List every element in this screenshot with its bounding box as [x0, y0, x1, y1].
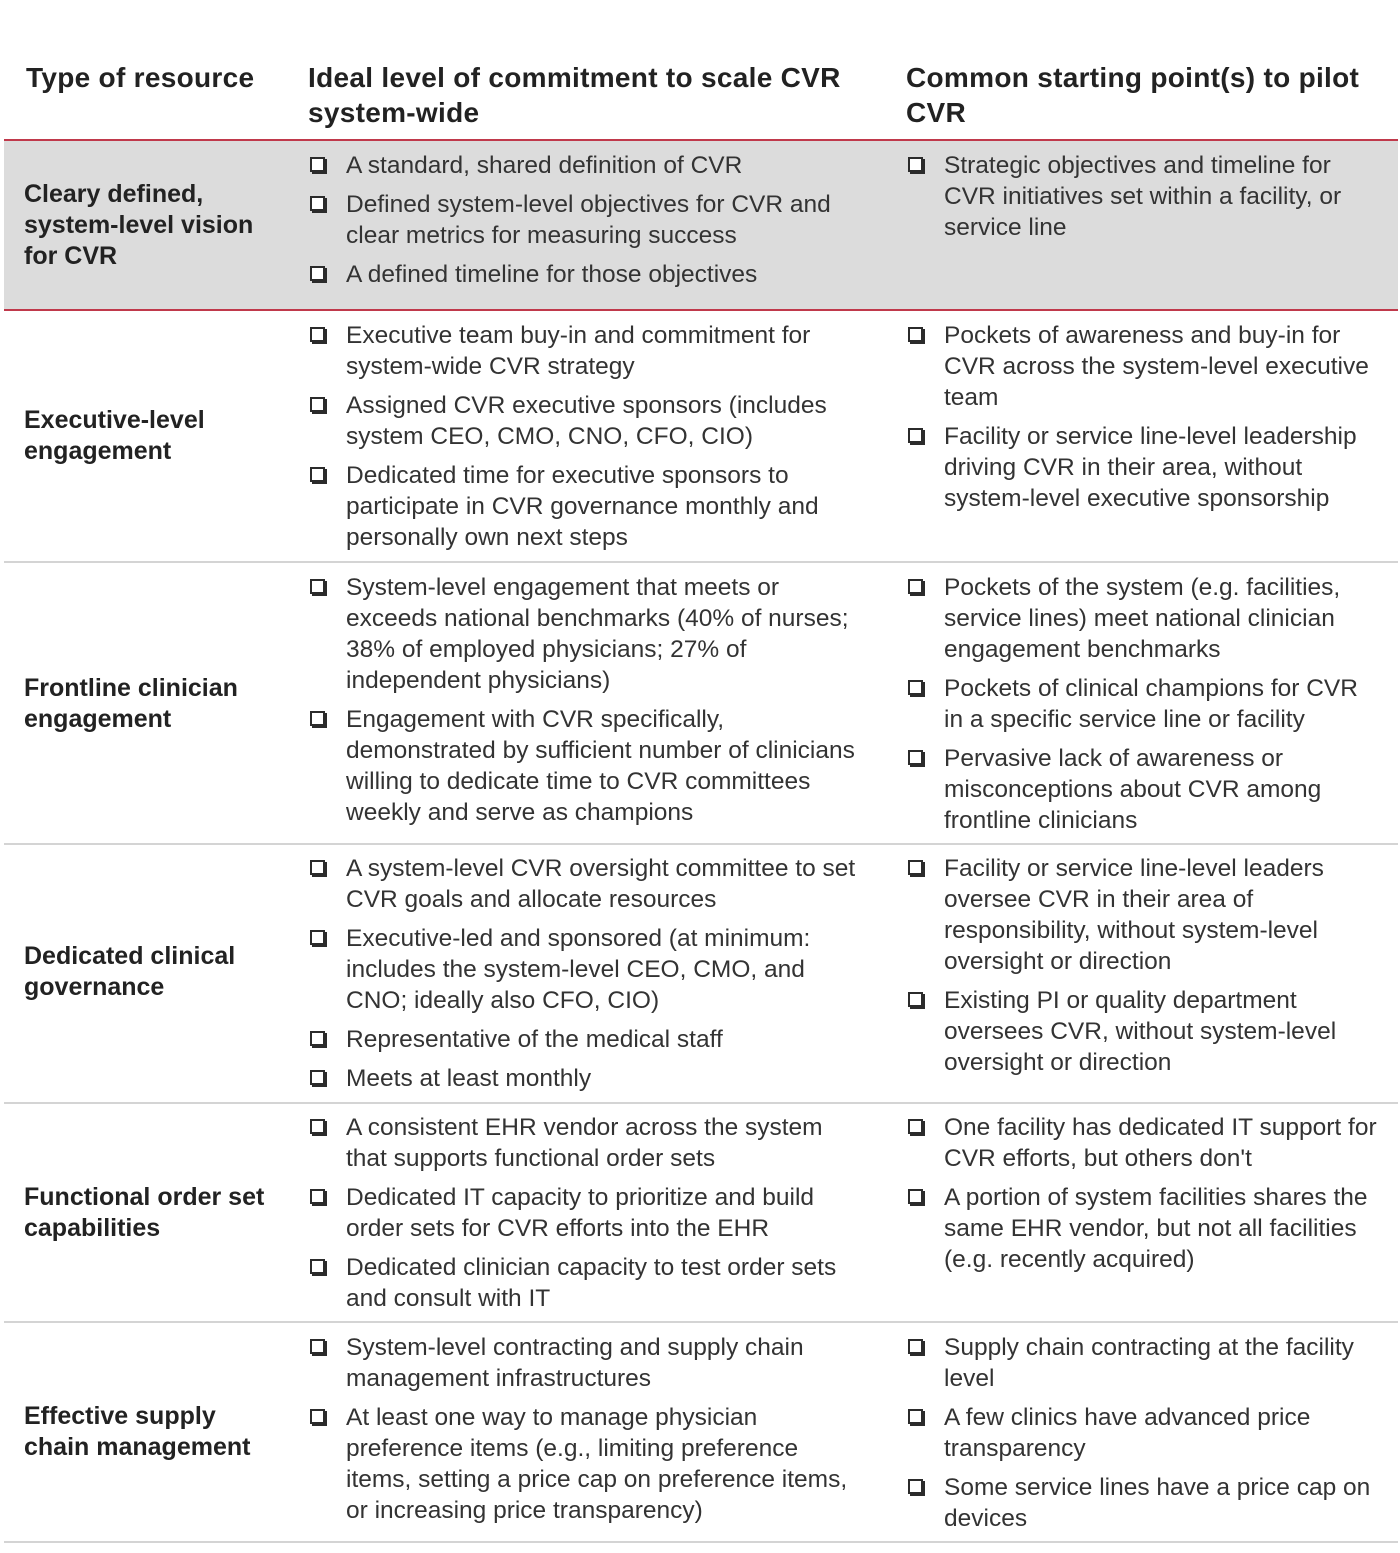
list-item [906, 572, 1382, 665]
checkbox-icon [908, 992, 923, 1007]
list-item-text: Some service lines have a price cap on devices [944, 1474, 1371, 1532]
list-item [308, 572, 868, 696]
table-row [4, 845, 1398, 1101]
list-item [906, 1472, 1382, 1534]
list-item-text: Supply chain contracting at the facility level [944, 1334, 1354, 1392]
list-item [308, 189, 868, 251]
list-item-text: Pockets of the system (e.g. facilities, service lines) meet national clinician engagement benchmarks [944, 574, 1341, 663]
checkbox-icon [310, 1259, 325, 1274]
list-item [308, 1252, 868, 1314]
list-item [308, 704, 868, 828]
starting-points-list [906, 320, 1382, 522]
list-item [308, 460, 868, 553]
list-item [906, 150, 1382, 243]
list-item [308, 923, 868, 1016]
checkbox-icon [908, 428, 923, 443]
list-item-text: Facility or service line-level leadership driving CVR in their area, without system-level executive sponsorship [944, 423, 1357, 512]
list-item-text: A system-level CVR oversight committee to set CVR goals and allocate resources [346, 855, 856, 913]
ideal-commitment-list [308, 1112, 868, 1322]
header-ideal-commitment: Ideal level of commitment to scale CVR system-wide [308, 62, 841, 128]
checkbox-icon [310, 579, 325, 594]
checkbox-icon [310, 327, 325, 342]
list-item-text: Dedicated clinician capacity to test order sets and consult with IT [346, 1254, 837, 1312]
list-item [906, 1402, 1382, 1464]
list-item [906, 673, 1382, 735]
list-item-text: Engagement with CVR specifically, demonstrated by sufficient number of clinicians willing to dedicate time to CVR committees weekly and serve as champions [346, 706, 855, 826]
list-item [906, 320, 1382, 413]
list-item-text: Pervasive lack of awareness or misconceptions about CVR among frontline clinicians [944, 745, 1322, 834]
list-item-text: System-level contracting and supply chain management infrastructures [346, 1334, 804, 1392]
checkbox-icon [310, 1409, 325, 1424]
row-type-label: Effective supply chain management [24, 1402, 251, 1461]
list-item [308, 259, 868, 290]
checkbox-icon [908, 327, 923, 342]
list-item [308, 1182, 868, 1244]
header-starting-points: Common starting point(s) to pilot CVR [906, 62, 1360, 128]
checkbox-icon [310, 266, 325, 281]
checkbox-icon [310, 1119, 325, 1134]
table-header [0, 60, 1400, 138]
checkbox-icon [310, 930, 325, 945]
list-item [308, 320, 868, 382]
starting-points-list [906, 1112, 1382, 1283]
checkbox-icon [310, 1031, 325, 1046]
checkbox-icon [310, 1070, 325, 1085]
list-item-text: Strategic objectives and timeline for CVR initiatives set within a facility, or service line [944, 152, 1342, 241]
checkbox-icon [310, 1339, 325, 1354]
checkbox-icon [908, 1339, 923, 1354]
starting-points-list [906, 150, 1382, 251]
list-item-text: Facility or service line-level leaders oversee CVR in their area of responsibility, without system-level oversight or direction [944, 855, 1324, 975]
table-row [4, 311, 1398, 560]
list-item [906, 985, 1382, 1078]
list-item-text: Pockets of awareness and buy-in for CVR across the system-level executive team [944, 322, 1369, 411]
row-type-label: Frontline clinician engagement [24, 674, 238, 733]
list-item-text: Dedicated time for executive sponsors to participate in CVR governance monthly and personally own next steps [346, 462, 819, 551]
list-item-text: Representative of the medical staff [346, 1026, 723, 1053]
list-item [308, 1332, 868, 1394]
header-type-of-resource: Type of resource [26, 62, 255, 93]
ideal-commitment-list [308, 853, 868, 1102]
ideal-commitment-list [308, 1332, 868, 1534]
checkbox-icon [310, 467, 325, 482]
list-item-text: A standard, shared definition of CVR [346, 152, 743, 179]
table-row [4, 1323, 1398, 1539]
checkbox-icon [908, 1409, 923, 1424]
row-type-label: Functional order set capabilities [24, 1183, 265, 1242]
list-item-text: A portion of system facilities shares the same EHR vendor, but not all facilities (e.g. recently acquired) [944, 1184, 1368, 1273]
list-item-text: Pockets of clinical champions for CVR in a specific service line or facility [944, 675, 1358, 733]
ideal-commitment-list [308, 150, 868, 298]
list-item-text: Meets at least monthly [346, 1065, 592, 1092]
starting-points-list [906, 572, 1382, 844]
starting-points-list [906, 1332, 1382, 1542]
list-item [906, 1112, 1382, 1174]
ideal-commitment-list [308, 572, 868, 836]
checkbox-icon [310, 1189, 325, 1204]
checkbox-icon [310, 196, 325, 211]
list-item-text: System-level engagement that meets or exceeds national benchmarks (40% of nurses; 38% of employed physicians; 27% of independent physicians) [346, 574, 849, 694]
checkbox-icon [908, 750, 923, 765]
list-item [906, 1182, 1382, 1275]
checkbox-icon [908, 860, 923, 875]
list-item-text: Dedicated IT capacity to prioritize and build order sets for CVR efforts into the EHR [346, 1184, 815, 1242]
list-item-text: A few clinics have advanced price transparency [944, 1404, 1311, 1462]
list-item-text: Executive team buy-in and commitment for system-wide CVR strategy [346, 322, 811, 380]
table-row [4, 1104, 1398, 1320]
checkbox-icon [310, 711, 325, 726]
table-row [4, 563, 1398, 842]
checkbox-icon [310, 860, 325, 875]
list-item [308, 390, 868, 452]
list-item-text: A defined timeline for those objectives [346, 261, 758, 288]
row-type-label: Dedicated clinical governance [24, 942, 236, 1001]
checkbox-icon [908, 1189, 923, 1204]
starting-points-list [906, 853, 1382, 1086]
list-item-text: Executive-led and sponsored (at minimum: includes the system-level CEO, CMO, and CNO; ideally also CFO, CIO) [346, 925, 811, 1014]
list-item [308, 1063, 868, 1094]
list-item-text: Existing PI or quality department oversees CVR, without system-level oversight or direction [944, 987, 1337, 1076]
checkbox-icon [310, 397, 325, 412]
list-item [308, 150, 868, 181]
row-divider [4, 1541, 1398, 1543]
list-item [906, 421, 1382, 514]
list-item [906, 853, 1382, 977]
list-item [906, 743, 1382, 836]
checkbox-icon [908, 579, 923, 594]
checkbox-icon [908, 1119, 923, 1134]
table-row [4, 141, 1398, 309]
checkbox-icon [908, 1479, 923, 1494]
list-item [308, 1402, 868, 1526]
list-item-text: At least one way to manage physician preference items (e.g., limiting preference items, setting a price cap on preference items, or increasing price transparency) [346, 1404, 848, 1524]
list-item-text: One facility has dedicated IT support for CVR efforts, but others don't [944, 1114, 1377, 1172]
list-item [308, 1024, 868, 1055]
row-type-label: Cleary defined, system-level vision for CVR [24, 180, 254, 270]
list-item [906, 1332, 1382, 1394]
checkbox-icon [908, 157, 923, 172]
list-item-text: A consistent EHR vendor across the system that supports functional order sets [346, 1114, 823, 1172]
ideal-commitment-list [308, 320, 868, 561]
list-item-text: Assigned CVR executive sponsors (includes system CEO, CMO, CNO, CFO, CIO) [346, 392, 827, 450]
row-type-label: Executive-level engagement [24, 406, 205, 465]
checkbox-icon [310, 157, 325, 172]
checkbox-icon [908, 680, 923, 695]
list-item [308, 1112, 868, 1174]
list-item-text: Defined system-level objectives for CVR and clear metrics for measuring success [346, 191, 831, 249]
list-item [308, 853, 868, 915]
